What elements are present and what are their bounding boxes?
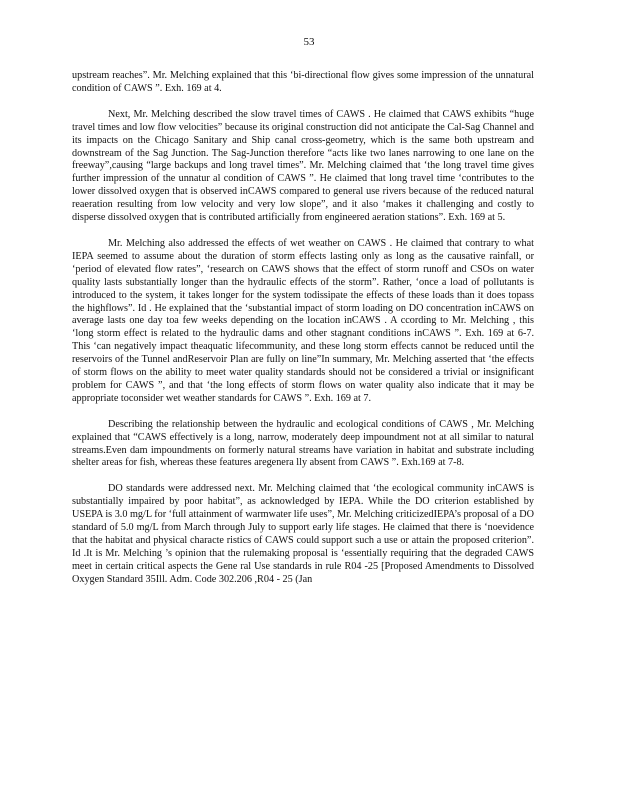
paragraph-5: DO standards were addressed next. Mr. Melching claimed that ‘the ecological community inCAWS is substantially impaired by poor habitat”, as acknowledged by IEPA. While the DO criterion established by USEPA is 3.0 mg/L for ‘full attainment of warmwater life uses”, Mr. Melching criticizedIEPA’s proposal of a DO standard of 5.0 mg/L from March through July to support early life stages. He claimed that there is ‘noevidence that the habitat and physical characte ristics of CAWS could support such a use or attain the proposed criterion”. Id .It is Mr. Melching ’s opinion that the rulemaking proposal is ‘essentially requiring that the degraded CAWS meet in certain critical aspects the Gene ral Use standards in rule R04 -25 [Proposed Amendments to Dissolved Oxygen Standard 35Ill. Adm. Code 302.206 ,R04 - 25 (Jan xyxy=(72,483,534,585)
paragraph-2: Next, Mr. Melching described the slow travel times of CAWS . He claimed that CAWS exhibits “huge travel times and low flow velocities” because its original construction did not anticipate the Cal-Sag Channel and its impacts on the Chicago Sanitary and Ship canal cross-geometry, which is the same both upstream and downstream of the Sag Junction. The Sag-Junction therefore “acts like two lanes narrowing to one lane on the freeway”,causing “large backups and long travel times”. Mr. Melching claimed that ‘the long travel time gives further impression of the unnatur al condition of CAWS ”. He claimed that long travel time ‘contributes to the lower dissolved oxygen that is observed inCAWS compared to general use rivers because of the reduced natural reaeration resulting from low velocity and very low slope”, and it also ‘makes it challenging and costly to disperse dissolved oxygen that is contributed artificially from engineered aeration stations”. Exh. 169 at 5. xyxy=(72,108,534,224)
page-number: 53 xyxy=(303,36,315,48)
body-text xyxy=(72,70,534,600)
paragraph-1: upstream reaches”. Mr. Melching explained that this ‘bi-directional flow gives some impression of the unnatural condition of CAWS ”. Exh. 169 at 4. xyxy=(72,70,534,94)
paragraph-4: Describing the relationship between the hydraulic and ecological conditions of CAWS , Mr. Melching explained that “CAWS effectively is a long, narrow, moderately deep impoundment not at all similar to natural streams.Even dam impoundments on formerly natural streams have variation in habitat and substrate including shelter areas for fish, whereas these features aregenera lly absent from CAWS ”. Exh.169 at 7-8. xyxy=(72,418,534,469)
paragraph-3: Mr. Melching also addressed the effects of wet weather on CAWS . He claimed that contrary to what IEPA seemed to assume about the duration of storm effects lasting only as long as the causative rainfall, or ‘period of elevated flow rates”, ‘research on CAWS shows that the effect of storm runoff and CSOs on water quality lasts substantially longer than the hydraulic effects of the storm”. Rather, ‘once a load of pollutants is introduced to the system, it takes longer for the system todissipate the effects of these loads than it does topass the highflows”. Id . He explained that the ‘substantial impact of storm loading on DO concentration inCAWS on average lasts one day toa few weeks depending on the location inCAWS . A ccording to Mr. Melching , this ‘long storm effect is related to the hydraulic dams and other stagnant conditions inCAWS ”. Exh. 169 at 6-7. This ‘can negatively impact theaquatic lifecommunity, and these long storm effects cannot be reduced until the reservoirs of the Tunnel andReservoir Plan are fully on line”In summary, Mr. Melching asserted that ‘the effects of storm flows on the ability to meet water quality standards should not be considered a trivial or insignificant problem for CAWS ”, and that ‘the long effects of storm flows on water quality also indicate that it may be appropriate toconsider wet weather standards for CAWS ”. Exh. 169 at 7. xyxy=(72,237,534,404)
